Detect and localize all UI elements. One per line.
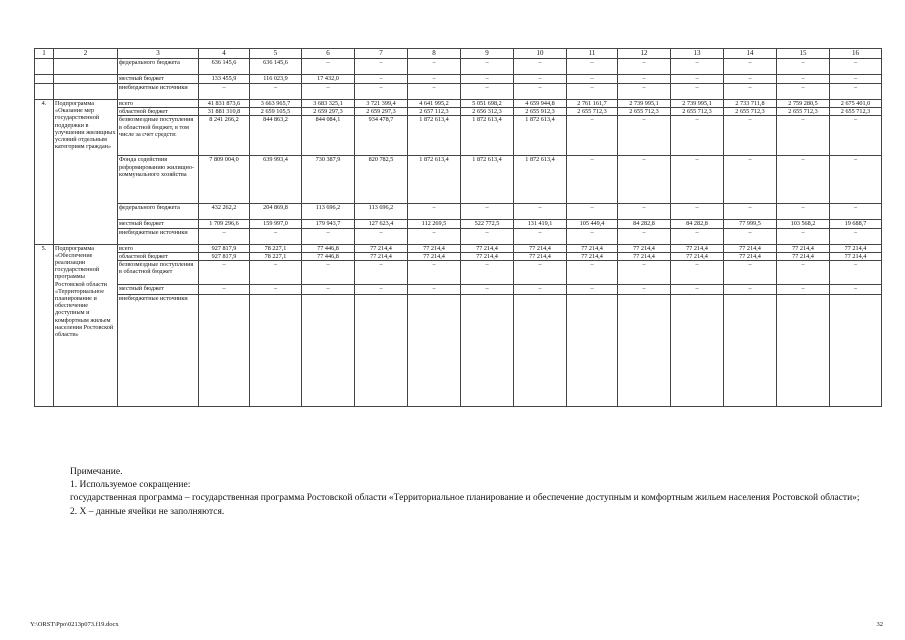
value-cell: 77 214,4 <box>461 252 514 260</box>
value-cell: 31 881 310,8 <box>199 108 250 116</box>
value-cell: – <box>830 75 882 84</box>
value-cell: 2 655 712,3 <box>830 108 882 116</box>
column-number-cell: 9 <box>461 49 514 59</box>
value-cell: – <box>777 228 830 244</box>
value-cell: 77 446,8 <box>302 252 355 260</box>
column-number-cell: 4 <box>199 49 250 59</box>
value-cell <box>671 295 724 407</box>
value-cell: 1 872 613,4 <box>461 116 514 156</box>
value-cell: – <box>777 75 830 84</box>
value-cell: 77 214,4 <box>567 244 618 252</box>
value-cell: 77 214,4 <box>514 252 567 260</box>
value-cell: – <box>724 116 777 156</box>
value-cell: – <box>250 261 302 285</box>
value-cell: – <box>567 75 618 84</box>
value-cell: – <box>724 59 777 75</box>
funding-source-cell: местный бюджет <box>118 220 199 228</box>
row-number-cell <box>35 75 54 84</box>
column-number-cell: 3 <box>118 49 199 59</box>
value-cell: – <box>408 75 461 84</box>
value-cell: 2 657 112,3 <box>408 108 461 116</box>
value-cell: 2 739 995,1 <box>671 100 724 108</box>
value-cell: 2 655 712,3 <box>671 108 724 116</box>
column-number-cell: 7 <box>355 49 408 59</box>
funding-source-cell: всего <box>118 244 199 252</box>
value-cell: – <box>408 59 461 75</box>
value-cell: – <box>514 228 567 244</box>
value-cell: 84 282,8 <box>671 220 724 228</box>
value-cell: – <box>250 285 302 295</box>
value-cell: 927 817,9 <box>199 252 250 260</box>
value-cell: – <box>618 116 671 156</box>
row-number-cell: 5. <box>35 244 54 406</box>
value-cell: – <box>567 84 618 100</box>
table-row <box>35 204 882 220</box>
column-number-cell: 11 <box>567 49 618 59</box>
row-number-cell <box>35 59 54 75</box>
value-cell: 2 659 297,3 <box>355 108 408 116</box>
value-cell: – <box>250 84 302 100</box>
value-cell: 77 214,4 <box>777 244 830 252</box>
funding-source-cell: областной бюджет <box>118 252 199 260</box>
row-number-cell <box>35 84 54 100</box>
value-cell: 432 262,2 <box>199 204 250 220</box>
value-cell: – <box>199 228 250 244</box>
funding-source-cell: внебюджетные источники <box>118 84 199 100</box>
value-cell: – <box>671 204 724 220</box>
column-number-cell: 13 <box>671 49 724 59</box>
value-cell: 2 655 712,3 <box>724 108 777 116</box>
value-cell: – <box>461 204 514 220</box>
value-cell: – <box>408 285 461 295</box>
table-row <box>35 261 882 285</box>
value-cell: 113 696,2 <box>302 204 355 220</box>
value-cell <box>461 295 514 407</box>
value-cell: – <box>514 285 567 295</box>
value-cell: 2 733 711,8 <box>724 100 777 108</box>
column-number-cell: 8 <box>408 49 461 59</box>
value-cell: – <box>567 116 618 156</box>
value-cell: 1 872 613,4 <box>514 156 567 204</box>
value-cell: – <box>302 228 355 244</box>
value-cell: – <box>830 228 882 244</box>
value-cell: 636 145,6 <box>199 59 250 75</box>
funding-source-cell: Фонда содействия реформированию жилищно-коммунального хозяйства <box>118 156 199 204</box>
value-cell: 3 663 965,7 <box>250 100 302 108</box>
value-cell: 7 809 004,0 <box>199 156 250 204</box>
value-cell: – <box>567 285 618 295</box>
value-cell <box>199 295 250 407</box>
value-cell: 77 214,4 <box>830 252 882 260</box>
value-cell: 77 214,4 <box>408 252 461 260</box>
value-cell: – <box>618 285 671 295</box>
value-cell: 116 023,9 <box>250 75 302 84</box>
value-cell: 77 214,4 <box>724 252 777 260</box>
value-cell: – <box>567 59 618 75</box>
column-number-cell: 15 <box>777 49 830 59</box>
value-cell: – <box>724 228 777 244</box>
value-cell: 2 655 712,3 <box>618 108 671 116</box>
value-cell: 844 863,2 <box>250 116 302 156</box>
value-cell: 41 831 873,6 <box>199 100 250 108</box>
value-cell: 639 993,4 <box>250 156 302 204</box>
value-cell: – <box>830 156 882 204</box>
value-cell: – <box>567 228 618 244</box>
table-row <box>35 84 882 100</box>
value-cell <box>302 295 355 407</box>
value-cell: – <box>724 75 777 84</box>
value-cell: – <box>777 116 830 156</box>
notes-block <box>30 466 882 519</box>
funding-source-cell: безвозмездные поступления в областной бюджет <box>118 261 199 285</box>
value-cell: – <box>724 84 777 100</box>
value-cell: 820 782,5 <box>355 156 408 204</box>
value-cell: 1 872 613,4 <box>461 156 514 204</box>
budget-table <box>34 48 882 407</box>
value-cell <box>618 295 671 407</box>
value-cell: – <box>671 75 724 84</box>
value-cell: 77 214,4 <box>355 252 408 260</box>
value-cell: – <box>567 261 618 285</box>
value-cell: – <box>355 261 408 285</box>
value-cell: 636 145,6 <box>250 59 302 75</box>
table-row <box>35 228 882 244</box>
funding-source-cell: областной бюджет <box>118 108 199 116</box>
table-row <box>35 220 882 228</box>
value-cell: 2 659 105,5 <box>250 108 302 116</box>
table-row <box>35 75 882 84</box>
value-cell: – <box>302 261 355 285</box>
value-cell: 179 943,7 <box>302 220 355 228</box>
value-cell: – <box>618 59 671 75</box>
value-cell: – <box>355 84 408 100</box>
value-cell: 3 683 325,1 <box>302 100 355 108</box>
program-name-cell <box>54 84 118 100</box>
value-cell: 2 655 712,3 <box>567 108 618 116</box>
value-cell <box>250 295 302 407</box>
value-cell: 127 623,4 <box>355 220 408 228</box>
value-cell: – <box>461 285 514 295</box>
value-cell: – <box>461 59 514 75</box>
table-row <box>35 295 882 407</box>
value-cell: 77 214,4 <box>514 244 567 252</box>
value-cell: 8 241 266,2 <box>199 116 250 156</box>
value-cell: – <box>461 228 514 244</box>
value-cell: – <box>618 156 671 204</box>
value-cell: – <box>671 59 724 75</box>
value-cell: – <box>724 156 777 204</box>
table-row <box>35 285 882 295</box>
value-cell: 84 282,8 <box>618 220 671 228</box>
value-cell: – <box>830 116 882 156</box>
value-cell <box>514 295 567 407</box>
funding-source-cell: безвозмездные поступления в областной бюджет, в том числе за счет средств: <box>118 116 199 156</box>
value-cell <box>724 295 777 407</box>
funding-source-cell: всего <box>118 100 199 108</box>
value-cell: 77 214,4 <box>567 252 618 260</box>
value-cell: 77 999,5 <box>724 220 777 228</box>
value-cell: – <box>724 285 777 295</box>
value-cell: – <box>777 156 830 204</box>
value-cell: – <box>355 228 408 244</box>
value-cell: 77 214,4 <box>724 244 777 252</box>
value-cell: 4 659 944,8 <box>514 100 567 108</box>
program-name-cell <box>54 75 118 84</box>
value-cell: – <box>461 75 514 84</box>
program-name-cell: Подпрограмма «Обеспечение реализации государственной программы Ростовской области «Территориальное планирование и обеспечение доступным и комфортным жильем населения Ростовской области» <box>54 244 118 406</box>
value-cell <box>567 295 618 407</box>
value-cell: – <box>618 261 671 285</box>
footer-file-path: Y:\ORST\Ppo\0213p073.f19.docx <box>30 621 119 628</box>
value-cell: 2 655 712,3 <box>777 108 830 116</box>
value-cell: – <box>567 204 618 220</box>
value-cell: – <box>514 59 567 75</box>
value-cell: – <box>830 84 882 100</box>
table-row <box>35 100 882 108</box>
value-cell: – <box>671 261 724 285</box>
value-cell: – <box>830 204 882 220</box>
value-cell: – <box>618 84 671 100</box>
value-cell: – <box>302 59 355 75</box>
column-number-cell: 16 <box>830 49 882 59</box>
value-cell: – <box>567 156 618 204</box>
value-cell: – <box>302 84 355 100</box>
value-cell: – <box>199 285 250 295</box>
value-cell <box>408 295 461 407</box>
funding-source-cell: федерального бюджета <box>118 204 199 220</box>
value-cell: 17 432,0 <box>302 75 355 84</box>
value-cell: – <box>408 228 461 244</box>
value-cell: – <box>461 261 514 285</box>
value-cell: 77 214,4 <box>830 244 882 252</box>
value-cell: – <box>671 285 724 295</box>
value-cell: – <box>830 285 882 295</box>
value-cell: – <box>777 285 830 295</box>
column-number-cell: 1 <box>35 49 54 59</box>
notes-line-3: 2. Х – данные ячейки не заполняются. <box>70 506 225 517</box>
funding-source-cell: местный бюджет <box>118 75 199 84</box>
page-number: 32 <box>876 621 883 628</box>
value-cell: – <box>671 228 724 244</box>
value-cell: 2 659 297,3 <box>302 108 355 116</box>
budget-table-container <box>34 48 881 407</box>
value-cell: 934 478,7 <box>355 116 408 156</box>
funding-source-cell: внебюджетные источники <box>118 228 199 244</box>
value-cell: 2 739 995,1 <box>618 100 671 108</box>
value-cell: 78 227,1 <box>250 252 302 260</box>
value-cell <box>355 295 408 407</box>
value-cell: – <box>671 84 724 100</box>
value-cell: – <box>830 261 882 285</box>
value-cell: 5 051 698,2 <box>461 100 514 108</box>
value-cell: – <box>514 75 567 84</box>
table-row <box>35 156 882 204</box>
value-cell: – <box>514 261 567 285</box>
value-cell: 2 761 161,7 <box>567 100 618 108</box>
value-cell: – <box>302 285 355 295</box>
value-cell: 112 269,5 <box>408 220 461 228</box>
value-cell: 2 759 280,5 <box>777 100 830 108</box>
notes-title: Примечание. <box>70 467 123 477</box>
value-cell: 2 655 912,3 <box>514 108 567 116</box>
value-cell: 77 214,4 <box>618 244 671 252</box>
column-number-cell: 14 <box>724 49 777 59</box>
value-cell: 2 656 312,3 <box>461 108 514 116</box>
value-cell: 159 997,0 <box>250 220 302 228</box>
value-cell: – <box>355 285 408 295</box>
value-cell: 844 084,1 <box>302 116 355 156</box>
value-cell: 2 675 401,0 <box>830 100 882 108</box>
column-number-cell: 12 <box>618 49 671 59</box>
value-cell: – <box>408 261 461 285</box>
value-cell: – <box>777 261 830 285</box>
value-cell: 3 721 399,4 <box>355 100 408 108</box>
row-number-cell: 4. <box>35 100 54 245</box>
value-cell: 1 872 613,4 <box>514 116 567 156</box>
notes-line-1: 1. Используемое сокращение: <box>70 480 191 491</box>
value-cell: – <box>408 84 461 100</box>
value-cell: – <box>671 156 724 204</box>
funding-source-cell: внебюджетные источники <box>118 295 199 407</box>
column-number-cell: 2 <box>54 49 118 59</box>
value-cell: – <box>671 116 724 156</box>
value-cell: 77 214,4 <box>777 252 830 260</box>
value-cell: 133 455,9 <box>199 75 250 84</box>
value-cell: – <box>777 59 830 75</box>
value-cell: – <box>777 204 830 220</box>
table-row <box>35 116 882 156</box>
column-number-cell: 10 <box>514 49 567 59</box>
value-cell: – <box>355 75 408 84</box>
notes-line-2: государственная программа – государственная программа Ростовской области «Территориальное планирование и обеспечение доступным и комфортным жильем населения Ростовской области»; <box>70 493 860 504</box>
value-cell: – <box>250 228 302 244</box>
value-cell: – <box>199 261 250 285</box>
value-cell: 77 446,8 <box>302 244 355 252</box>
value-cell: 77 214,4 <box>355 244 408 252</box>
column-number-cell: 5 <box>250 49 302 59</box>
table-row <box>35 59 882 75</box>
value-cell: 78 227,1 <box>250 244 302 252</box>
value-cell: 105 449,4 <box>567 220 618 228</box>
value-cell: 522 772,5 <box>461 220 514 228</box>
value-cell: 77 214,4 <box>618 252 671 260</box>
value-cell: – <box>355 59 408 75</box>
value-cell: 4 641 995,2 <box>408 100 461 108</box>
table-row <box>35 108 882 116</box>
value-cell: – <box>618 204 671 220</box>
value-cell: – <box>830 59 882 75</box>
value-cell: – <box>618 75 671 84</box>
column-number-row <box>35 49 882 59</box>
value-cell: – <box>724 261 777 285</box>
value-cell <box>777 295 830 407</box>
value-cell: 927 817,9 <box>199 244 250 252</box>
value-cell: 730 387,9 <box>302 156 355 204</box>
value-cell: – <box>514 84 567 100</box>
value-cell: 1 872 613,4 <box>408 116 461 156</box>
value-cell: – <box>777 84 830 100</box>
value-cell: 77 214,4 <box>408 244 461 252</box>
table-row <box>35 252 882 260</box>
value-cell: 77 214,4 <box>671 244 724 252</box>
funding-source-cell: местный бюджет <box>118 285 199 295</box>
program-name-cell <box>54 59 118 75</box>
value-cell: 77 214,4 <box>671 252 724 260</box>
value-cell: 77 214,4 <box>461 244 514 252</box>
value-cell: 113 696,2 <box>355 204 408 220</box>
value-cell: – <box>724 204 777 220</box>
funding-source-cell: федерального бюджета <box>118 59 199 75</box>
value-cell: – <box>199 84 250 100</box>
value-cell: – <box>461 84 514 100</box>
value-cell: 204 869,8 <box>250 204 302 220</box>
value-cell <box>830 295 882 407</box>
value-cell: 1 709 296,6 <box>199 220 250 228</box>
value-cell: 131 419,1 <box>514 220 567 228</box>
value-cell: 19 688,7 <box>830 220 882 228</box>
column-number-cell: 6 <box>302 49 355 59</box>
value-cell: 103 568,2 <box>777 220 830 228</box>
value-cell: – <box>514 204 567 220</box>
value-cell: 1 872 613,4 <box>408 156 461 204</box>
program-name-cell: Подпрограмма «Оказание мер государственной поддержки в улучшении жилищных условий отдельным категориям граждан» <box>54 100 118 245</box>
table-row <box>35 244 882 252</box>
value-cell: – <box>618 228 671 244</box>
value-cell: – <box>408 204 461 220</box>
